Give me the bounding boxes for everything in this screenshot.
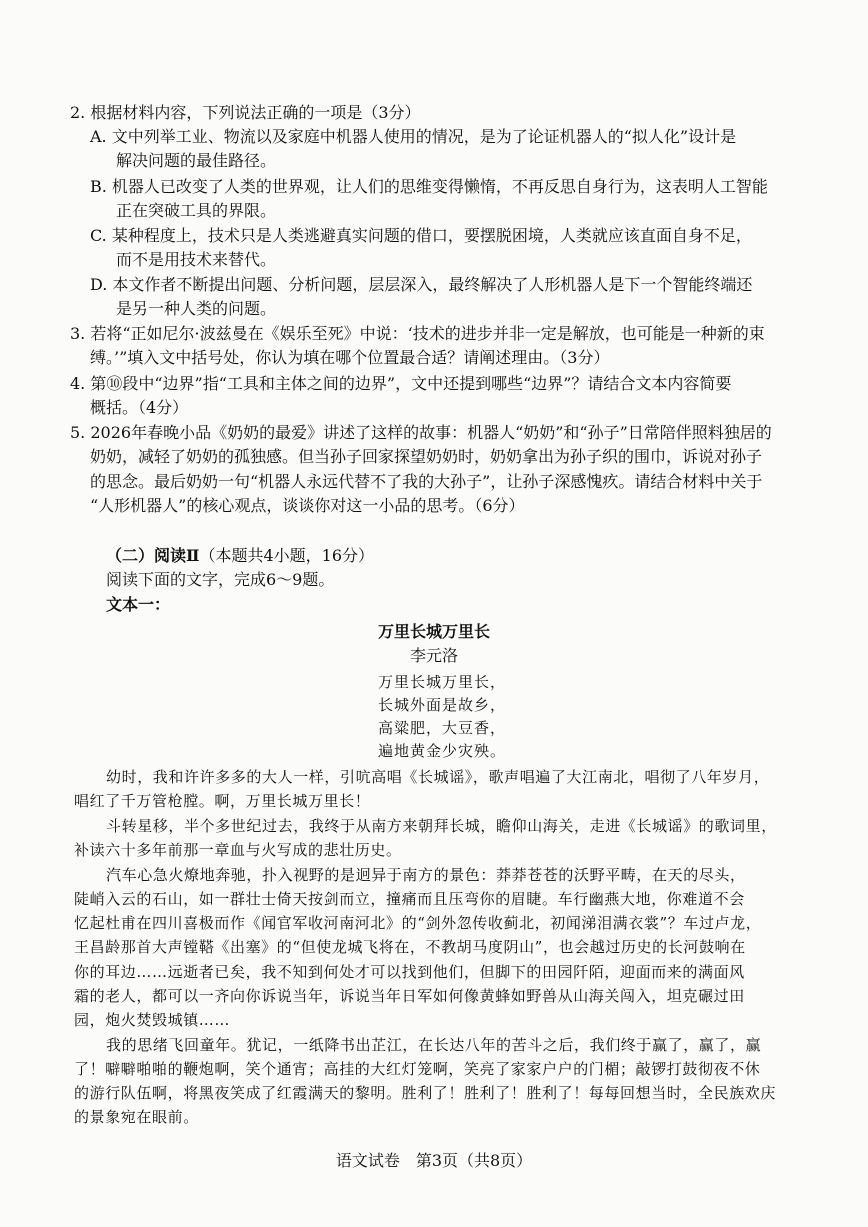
paragraph-3-line3: 忆起杜甫在四川喜极而作《闻官军收河南河北》的“剑外忽传收蓟北，初闻涕泪满衣裳”？车过卢龙， (74, 914, 762, 932)
article-title: 万里长城万里长 (377, 622, 490, 641)
section-2-instruction: 阅读下面的文字，完成6～9题。 (106, 570, 335, 589)
paragraph-3-line2: 陡峭入云的石山，如一群壮士倚天按剑而立，撞痛而且压弯你的眉睫。车行幽燕大地，你难道不会 (74, 890, 745, 908)
paragraph-1-line2: 唱红了千万管枪膛。啊，万里长城万里长！ (74, 792, 371, 810)
poem-line-1: 万里长城万里长， (378, 673, 507, 691)
option-c-line2: 而不是用技术来替代。 (116, 250, 277, 269)
option-b-line1: B. 机器人已改变了人类的世界观，让人们的思维变得懒惰，不再反思自身行为，这表明人工智能 (90, 177, 768, 196)
paragraph-3-line1: 汽车心急火燎地奔驰，扑入视野的是迥异于南方的景色：莽莽苍苍的沃野平畴，在天的尽头， (106, 866, 746, 884)
poem-line-2: 长城外面是故乡， (378, 696, 507, 714)
question-2-stem: 2. 根据材料内容，下列说法正确的一项是（3分） (70, 103, 421, 122)
question-4-line1: 4. 第⑩段中“边界”指“工具和主体之间的边界”，文中还提到哪些“边界”？请结合文本内容简要 (70, 374, 732, 393)
section-2-note: （本题共4小题，16分） (199, 546, 375, 565)
option-d-line1: D. 本文作者不断提出问题、分析问题，层层深入，最终解决了人形机器人是下一个智能终端还 (90, 275, 753, 294)
paragraph-4-line4: 的景象宛在眼前。 (74, 1108, 199, 1126)
section-2-header (106, 545, 374, 567)
paragraph-3-line5: 你的耳边……远逝者已矣，我不知到何处才可以找到他们，但脚下的田园阡陌，迎面而来的满面风 (74, 963, 745, 981)
paragraph-4-line2: 了！噼噼啪啪的鞭炮啊，笑个通宵；高挂的大红灯笼啊，笑亮了家家户户的门楣；敲锣打鼓彻夜不休 (74, 1060, 761, 1078)
paragraph-1-line1: 幼时，我和许许多多的大人一样，引吭高唱《长城谣》，歌声唱遍了大江南北，唱彻了八年岁月， (106, 768, 770, 786)
option-b-line2: 正在突破工具的界限。 (116, 201, 277, 220)
page-footer: 语文试卷 第3页（共8页） (335, 1151, 533, 1170)
poem-line-3: 高粱肥，大豆香， (378, 719, 507, 737)
paragraph-2-line1: 斗转星移，半个多世纪过去，我终于从南方来朝拜长城，瞻仰山海关，走进《长城谣》的歌词里， (106, 817, 777, 835)
question-3-line2: 缚。’”填入文中括号处，你认为填在哪个位置最合适？请阐述理由。（3分） (90, 348, 610, 367)
paragraph-2-line2: 补读六十多年前那一章血与火写成的悲壮历史。 (74, 841, 402, 859)
paragraph-4-line1: 我的思绪飞回童年。犹记，一纸降书出芷江，在长达八年的苦斗之后，我们终于赢了，赢了，赢 (106, 1036, 762, 1054)
question-5-line1: 5. 2026年春晚小品《奶奶的最爱》讲述了这样的故事：机器人“奶奶”和“孙子”日常陪伴照料独居的 (70, 423, 772, 442)
option-a-line2: 解决问题的最佳路径。 (116, 151, 277, 170)
question-5-line4: “人形机器人”的核心观点，谈谈你对这一小品的思考。（6分） (90, 496, 525, 515)
text-one-label: 文本一： (106, 595, 171, 614)
article-author: 李元洛 (409, 646, 458, 665)
paragraph-3-line4: 王昌龄那首大声镗鞳《出塞》的“但使龙城飞将在，不教胡马度阴山”，也会越过历史的长河鼓响在 (74, 938, 746, 956)
question-5-line2: 奶奶，减轻了奶奶的孤独感。但当孙子回家探望奶奶时，奶奶拿出为孙子织的围巾，诉说对孙子 (90, 447, 763, 466)
option-d-line2: 是另一种人类的问题。 (116, 299, 277, 318)
question-5-line3: 的思念。最后奶奶一句“机器人永远代替不了我的大孙子”，让孙子深感愧疚。请结合材料中关于 (90, 472, 763, 491)
paragraph-3-line6: 霜的老人，都可以一齐向你诉说当年，诉说当年日军如何像黄蜂如野兽从山海关闯入，坦克碾过田 (74, 987, 745, 1005)
option-a-line1: A. 文中列举工业、物流以及家庭中机器人使用的情况，是为了论证机器人的“拟人化”设计是 (90, 127, 737, 146)
section-2-title: （二）阅读Ⅱ (106, 546, 200, 565)
paragraph-4-line3: 的游行队伍啊，将黑夜笑成了红霞满天的黎明。胜利了！胜利了！胜利了！每每回想当时，全民族欢庆 (74, 1084, 777, 1102)
option-c-line1: C. 某种程度上，技术只是人类逃避真实问题的借口，要摆脱困境，人类就应该直面自身不足， (90, 226, 752, 245)
question-3-line1: 3. 若将“正如尼尔·波兹曼在《娱乐至死》中说：‘技术的进步并非一定是解放，也可能是一种新的束 (70, 324, 765, 343)
poem-line-4: 遍地黄金少灾殃。 (378, 742, 507, 760)
paragraph-3-line7: 园，炮火焚毁城镇…… (74, 1011, 231, 1029)
question-4-line2: 概括。（4分） (90, 398, 189, 417)
